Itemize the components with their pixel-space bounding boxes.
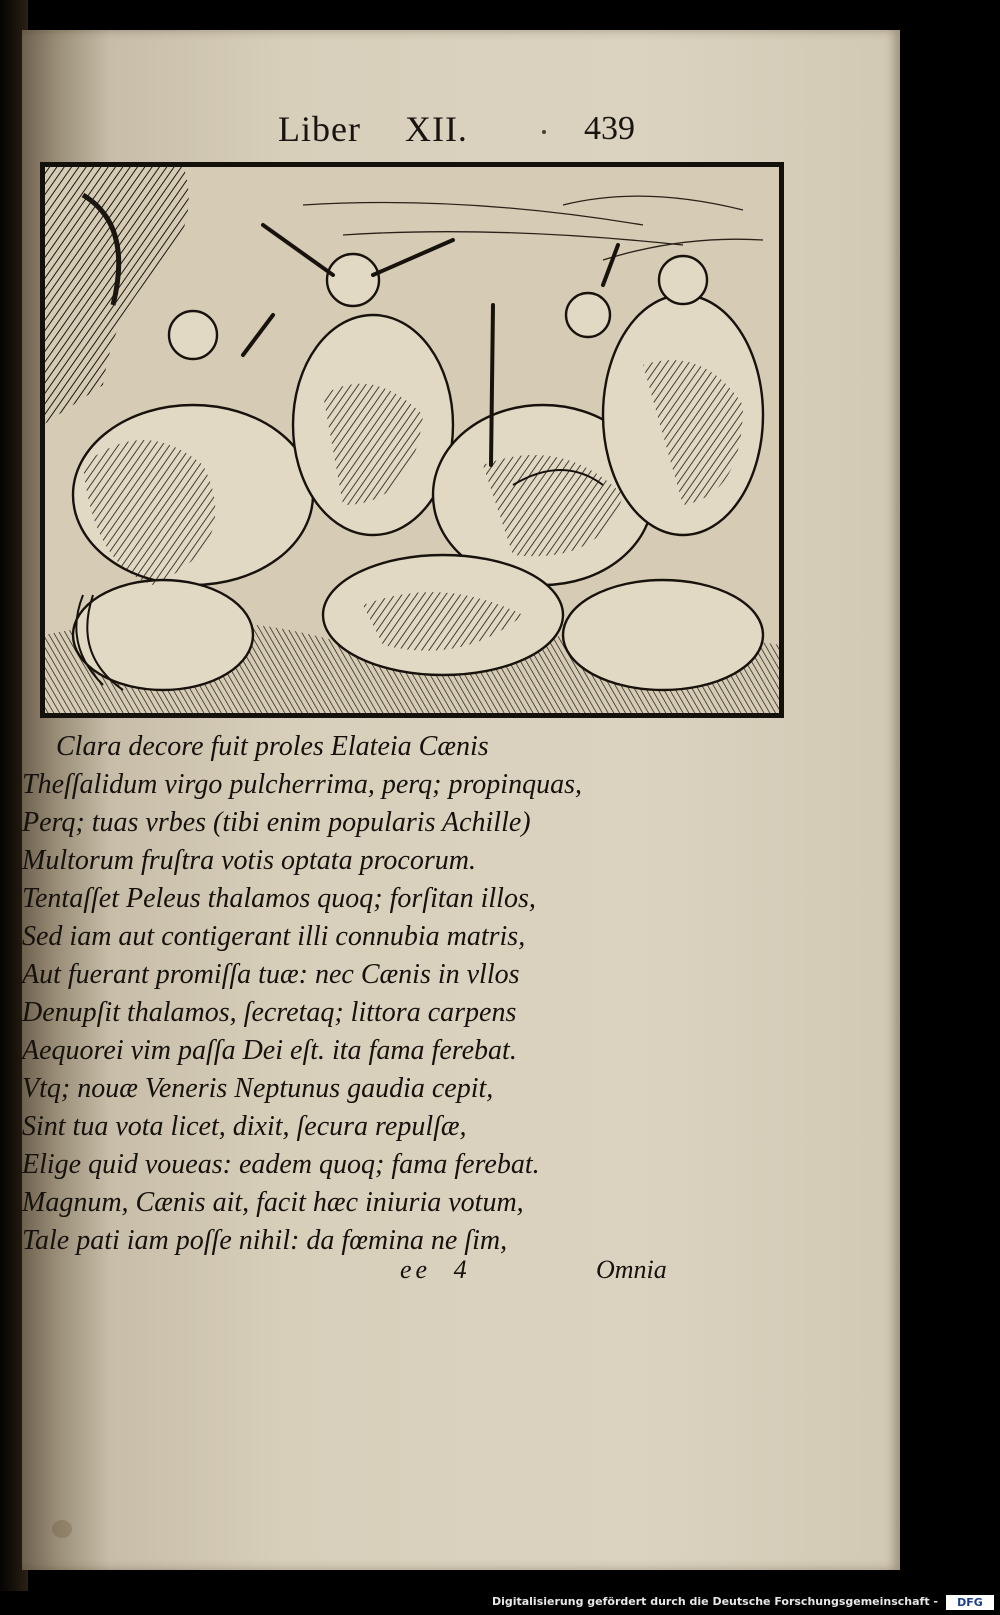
book-page bbox=[22, 30, 900, 1570]
page-footer bbox=[22, 1255, 900, 1295]
page-number: 439 bbox=[584, 110, 635, 147]
verse-line: Theſſalidum virgo pulcherrima, perq; propinquas, bbox=[22, 769, 582, 800]
woodcut-illustration bbox=[40, 162, 784, 718]
verse-line: Multorum fruſtra votis optata procorum. bbox=[22, 845, 476, 876]
verse-line: Perq; tuas vrbes (tibi enim popularis Achille) bbox=[22, 807, 531, 838]
verse-line: Vtq; nouæ Veneris Neptunus gaudia cepit, bbox=[22, 1073, 494, 1104]
verse-line: Tale pati iam poſſe nihil: da fœmina ne ſim, bbox=[22, 1225, 508, 1256]
verse-line: Aut fuerant promiſſa tuæ: nec Cænis in vllos bbox=[22, 959, 520, 990]
running-title: Liber XII. bbox=[278, 109, 468, 149]
verse-line: Sint tua vota licet, dixit, ſecura repulſæ, bbox=[22, 1111, 467, 1142]
credit-bar bbox=[0, 1591, 1000, 1615]
page-header bbox=[22, 108, 900, 158]
verse-line: Sed iam aut contigerant illi connubia matris, bbox=[22, 921, 526, 952]
verse-line: Elige quid voueas: eadem quoq; fama ferebat. bbox=[22, 1149, 540, 1180]
ink-speck bbox=[542, 130, 546, 134]
catchword: Omnia bbox=[596, 1255, 667, 1284]
woodcut-illustration-icon bbox=[43, 165, 781, 715]
paper-stain bbox=[52, 1520, 72, 1538]
verse-line: Aequorei vim paſſa Dei eſt. ita fama ferebat. bbox=[22, 1035, 517, 1066]
signature-mark: ee 4 bbox=[400, 1255, 471, 1284]
dfg-logo-icon: DFG bbox=[946, 1595, 994, 1610]
credit-text: Digitalisierung gefördert durch die Deutsche Forschungsgemeinschaft - bbox=[491, 1595, 938, 1608]
verse-line: Denupſit thalamos, ſecretaq; littora carpens bbox=[22, 997, 517, 1028]
verse-line: Clara decore fuit proles Elateia Cænis bbox=[56, 731, 489, 762]
verse-line: Magnum, Cænis ait, facit hæc iniuria votum, bbox=[22, 1187, 524, 1218]
verse-line: Tentaſſet Peleus thalamos quoq; forſitan illos, bbox=[22, 883, 536, 914]
